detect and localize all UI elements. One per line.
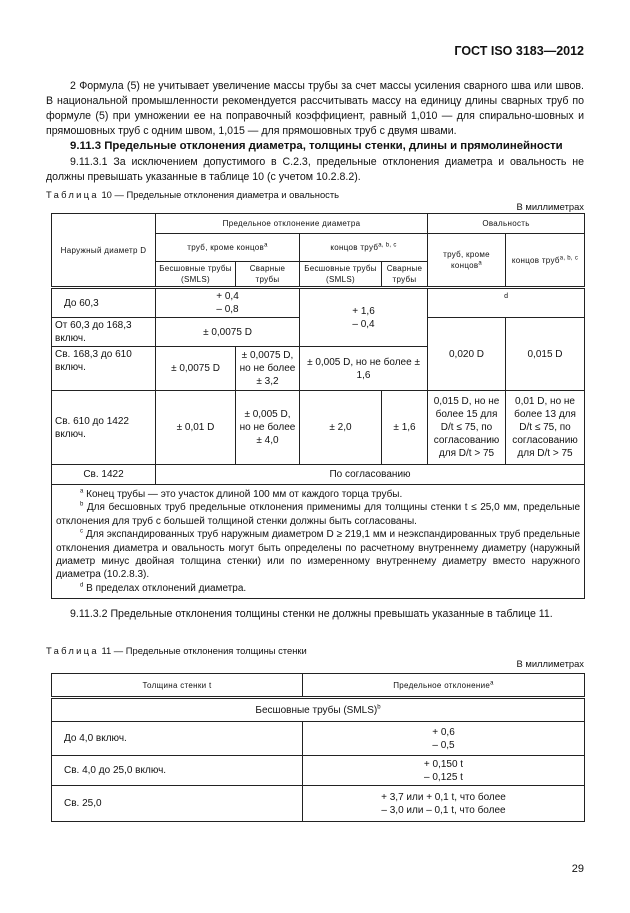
cell-ends: ± 0,005 D, но не более ± 1,6	[300, 347, 428, 391]
cell-smls: ± 0,0075 D	[156, 347, 236, 391]
cell-diameter: Св. 610 до 1422 включ.	[52, 391, 156, 465]
table11-unit: В миллиметрах	[516, 658, 584, 669]
caption-text: 11 — Предельные отклонения толщины стенки	[98, 645, 307, 656]
caption-text: 10 — Предельные отклонения диаметра и овальность	[98, 189, 340, 200]
caption-label: Таблица	[46, 645, 99, 656]
footnote-a: $^a$ Конец трубы — это участок длиной 100 мм от каждого торца трубы.	[80, 488, 403, 500]
paragraph-9-11-3-1: 9.11.3.1 За исключением допустимого в С.2.3, предельные отклонения диаметра и овальность не должны превышать указанные в таблице 10 (с учетом 10.2.8.2).	[46, 156, 584, 183]
footnotes-row	[52, 485, 585, 599]
cell-diameter: Св. 168,3 до 610 включ.	[52, 347, 156, 391]
cell-thickness: До 4,0 включ.	[52, 722, 303, 756]
footnote-d: $^d$ В пределах отклонений диаметра.	[80, 582, 247, 594]
cell-deviation: + 3,7 или + 0,1 t, что более – 3,0 или – 0,1 t, что более	[303, 786, 585, 822]
table-row	[52, 288, 585, 318]
table11-caption	[46, 645, 307, 656]
cell-ends-welded: ± 1,6	[382, 391, 428, 465]
footnote-c: $^c$ Для экспандированных труб наружным диаметром D ≥ 219,1 мм и неэкспандированных труб предельные отклонения диаметра и овальность могут быть определены по расчетному внутреннему диаметру (наружный диаметр минус двойная толщина стенки) или по измеренному внутреннему диаметру вместо наружного диаметра (10.2.8.3).	[56, 528, 581, 581]
table-row	[52, 391, 585, 465]
table-11	[51, 673, 585, 822]
header-thickness: Толщина стенки t	[52, 674, 303, 698]
header-ends-smls: Бесшовные трубы (SMLS)	[300, 262, 382, 288]
table-row	[52, 756, 585, 786]
cell-dev-body: + 0,4 – 0,8	[156, 288, 300, 318]
header-oval-ends: концов труб$^{a, b, c}$	[506, 234, 585, 288]
cell-oval-body: 0,015 D, но не более 15 для D/t ≤ 75, по согласованию для D/t > 75	[428, 391, 506, 465]
cell-dev-body: ± 0,0075 D	[156, 318, 300, 347]
header-oval-body: труб, кроме концов$^a$	[428, 234, 506, 288]
table-10	[51, 213, 585, 599]
cell-deviation: + 0,150 t – 0,125 t	[303, 756, 585, 786]
header-ovality: Овальность	[428, 214, 585, 234]
table10-unit: В миллиметрах	[516, 201, 584, 212]
cell-deviation: + 0,6 – 0,5	[303, 722, 585, 756]
cell-welded: ± 0,005 D, но не более ± 4,0	[236, 391, 300, 465]
footnote-b: $^b$ Для бесшовных труб предельные отклонения применимы для толщины стенки t ≤ 25,0 мм, предельные отклонения для труб с большей толщиной стенки должны быть согласованы.	[56, 502, 581, 527]
document-id: ГОСТ ISO 3183—2012	[454, 44, 584, 58]
header-welded: Сварные трубы	[236, 262, 300, 288]
header-smls: Бесшовные трубы (SMLS)	[156, 262, 236, 288]
group-smls: Бесшовные трубы (SMLS)$^b$	[52, 698, 585, 722]
table10-caption	[46, 189, 339, 200]
cell-smls: ± 0,01 D	[156, 391, 236, 465]
cell-ovality-note: d	[428, 288, 585, 318]
cell-thickness: Св. 25,0	[52, 786, 303, 822]
note-2: 2 Формула (5) не учитывает увеличение массы трубы за счет массы усиления сварного шва или швов. В национальной промышленности рекомендуется рассчитывать массу на единицу длины сварных труб по формуле (5) при умножении ее на поправочный коэффициент, равный 1,010 — для спирально-шовных и прямошовных труб с одним швом, 1,015 — для прямошовных труб с двумя швами.	[46, 80, 584, 137]
cell-diameter: От 60,3 до 168,3 включ.	[52, 318, 156, 347]
table-row	[52, 786, 585, 822]
header-deviation: Предельное отклонение$^a$	[303, 674, 585, 698]
cell-diameter: Св. 1422	[52, 465, 156, 485]
header-ends-welded: Сварные трубы	[382, 262, 428, 288]
cell-oval-ends: 0,01 D, но не более 13 для D/t ≤ 75, по согласованию для D/t > 75	[506, 391, 585, 465]
cell-welded: ± 0,0075 D, но не более ± 3,2	[236, 347, 300, 391]
cell-oval-body: 0,020 D	[428, 318, 506, 391]
caption-label: Таблица	[46, 189, 99, 200]
table-row	[52, 465, 585, 485]
cell-ends-smls: ± 2,0	[300, 391, 382, 465]
cell-by-agreement: По согласованию	[156, 465, 585, 485]
cell-thickness: Св. 4,0 до 25,0 включ.	[52, 756, 303, 786]
cell-dev-ends: + 1,6 – 0,4	[300, 288, 428, 347]
header-deviation: Предельное отклонение диаметра	[156, 214, 428, 234]
page-number: 29	[571, 863, 584, 875]
cell-diameter: До 60,3	[52, 288, 156, 318]
header-ends: концов труб$^{a, b, c}$	[300, 234, 428, 262]
cell-oval-ends: 0,015 D	[506, 318, 585, 391]
header-body: труб, кроме концов$^a$	[156, 234, 300, 262]
footnotes	[52, 485, 585, 599]
paragraph-9-11-3-2: 9.11.3.2 Предельные отклонения толщины стенки не должны превышать указанные в таблице 11.	[70, 608, 553, 620]
section-title: 9.11.3 Предельные отклонения диаметра, толщины стенки, длины и прямолинейности	[70, 140, 563, 152]
table-row	[52, 722, 585, 756]
header-diameter: Наружный диаметр D	[52, 214, 156, 288]
